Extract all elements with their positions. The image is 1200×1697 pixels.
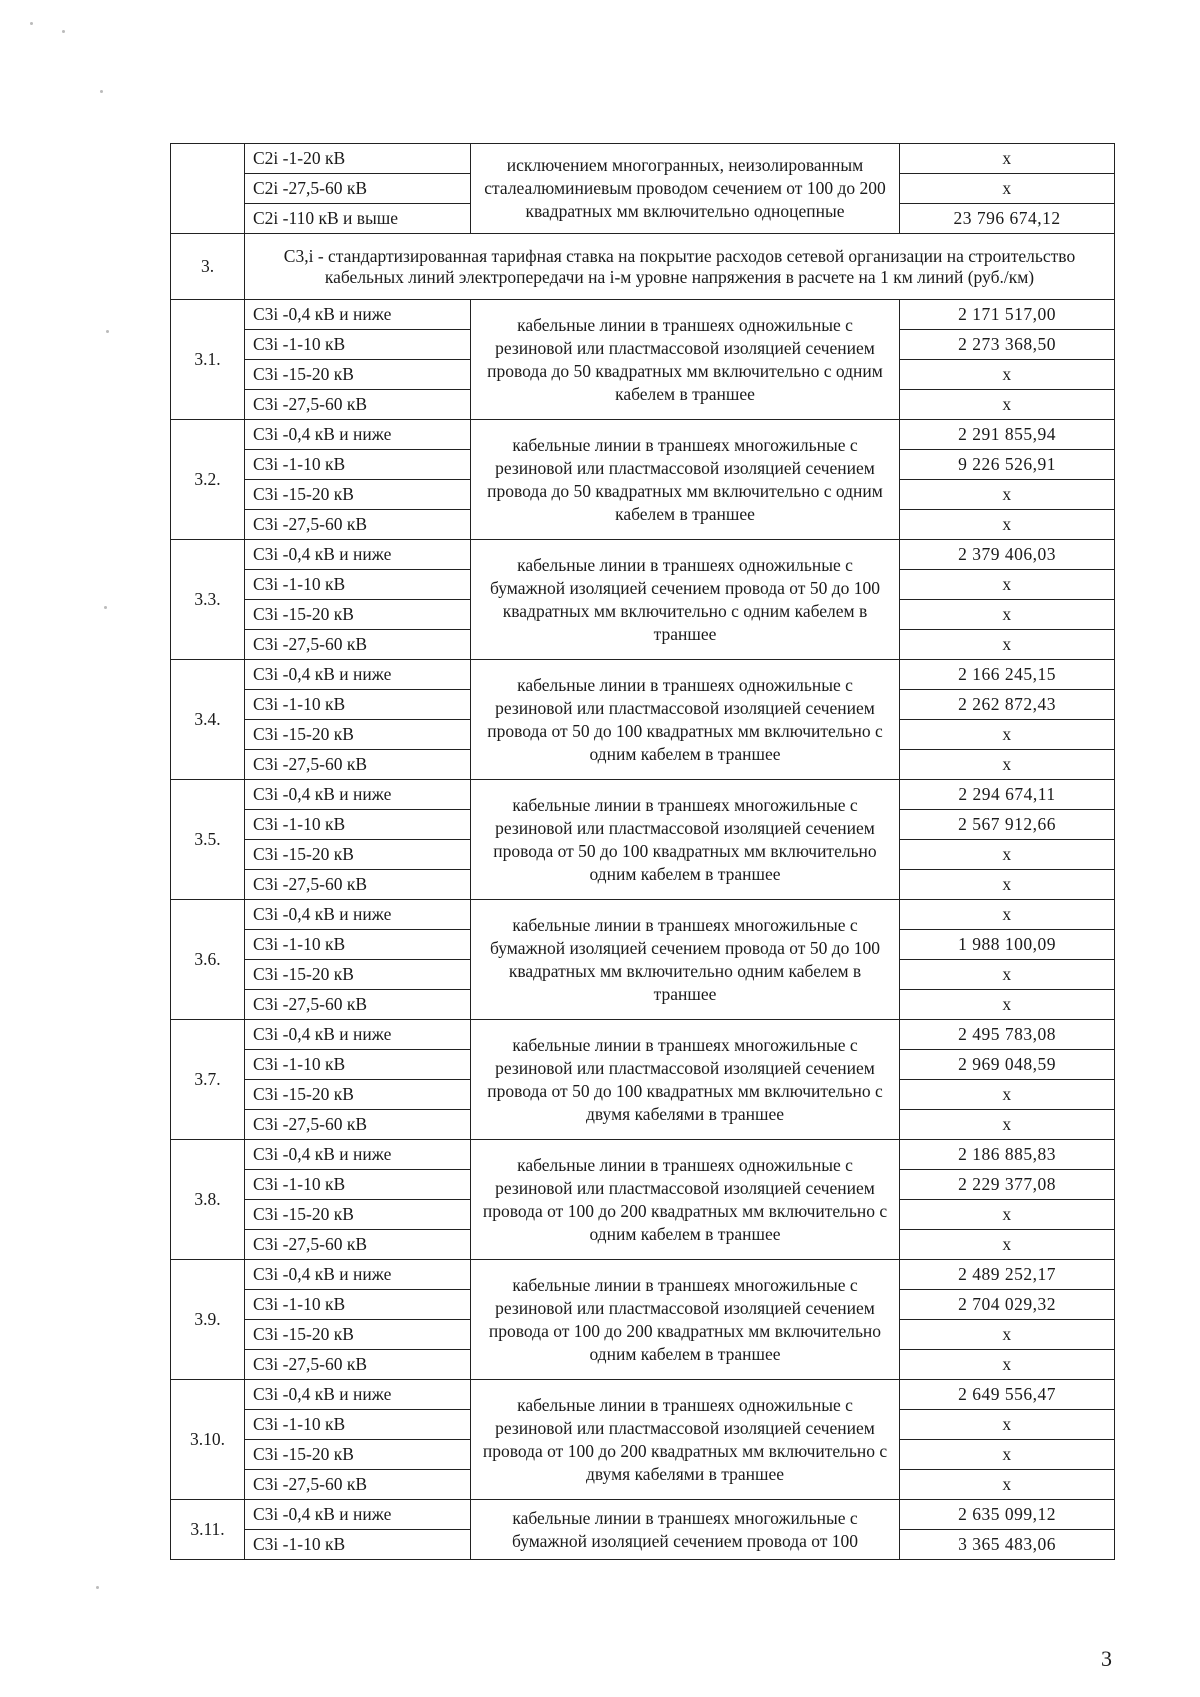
section-header-row [171,234,1115,300]
description-cell: кабельные линии в траншеях многожильные с резиновой или пластмассовой изоляцией сечением провода от 50 до 100 квадратных мм включительно с двумя кабелями в траншее [471,1020,900,1140]
group-number-cell: 3.7. [171,1020,245,1140]
voltage-level-cell: С3i -15-20 кВ [245,720,471,750]
value-cell: x [900,144,1115,174]
value-cell: 2 229 377,08 [900,1170,1115,1200]
group-number-cell: 3.4. [171,660,245,780]
value-cell: x [900,390,1115,420]
table-row [171,300,1115,330]
voltage-level-cell: С3i -27,5-60 кВ [245,1350,471,1380]
table-row [171,1020,1115,1050]
group-number-cell: 3.9. [171,1260,245,1380]
group-number-cell [171,144,245,234]
value-cell: 9 226 526,91 [900,450,1115,480]
value-cell: 2 262 872,43 [900,690,1115,720]
voltage-level-cell: С3i -0,4 кВ и ниже [245,1380,471,1410]
voltage-level-cell: С3i -27,5-60 кВ [245,870,471,900]
voltage-level-cell: С3i -1-10 кВ [245,1170,471,1200]
value-cell: 23 796 674,12 [900,204,1115,234]
value-cell: 2 166 245,15 [900,660,1115,690]
voltage-level-cell: С3i -27,5-60 кВ [245,990,471,1020]
value-cell: x [900,480,1115,510]
table-row [171,660,1115,690]
voltage-level-cell: С3i -1-10 кВ [245,930,471,960]
description-cell: кабельные линии в траншеях одножильные с резиновой или пластмассовой изоляцией сечением провода от 50 до 100 квадратных мм включительно с одним кабелем в траншее [471,660,900,780]
value-cell: x [900,1110,1115,1140]
value-cell: x [900,870,1115,900]
value-cell: x [900,1320,1115,1350]
value-cell: x [900,1230,1115,1260]
value-cell: 2 567 912,66 [900,810,1115,840]
voltage-level-cell: С3i -0,4 кВ и ниже [245,1260,471,1290]
value-cell: 3 365 483,06 [900,1530,1115,1560]
value-cell: 2 294 674,11 [900,780,1115,810]
value-cell: 1 988 100,09 [900,930,1115,960]
value-cell: x [900,174,1115,204]
value-cell: x [900,750,1115,780]
value-cell: x [900,1410,1115,1440]
voltage-level-cell: С3i -1-10 кВ [245,1050,471,1080]
voltage-level-cell: С3i -27,5-60 кВ [245,630,471,660]
group-number-cell: 3.5. [171,780,245,900]
table-row [171,780,1115,810]
tariff-table [170,143,1115,1560]
value-cell: x [900,990,1115,1020]
voltage-level-cell: С3i -15-20 кВ [245,960,471,990]
voltage-level-cell: С3i -1-10 кВ [245,1290,471,1320]
description-cell: исключением многогранных, неизолированным сталеалюминиевым проводом сечением от 100 до 200 квадратных мм включительно одноцепные [471,144,900,234]
voltage-level-cell: С3i -27,5-60 кВ [245,390,471,420]
value-cell: x [900,1350,1115,1380]
value-cell: 2 635 099,12 [900,1500,1115,1530]
table-row [171,1140,1115,1170]
value-cell: x [900,960,1115,990]
voltage-level-cell: С3i -0,4 кВ и ниже [245,1500,471,1530]
voltage-level-cell: С3i -1-10 кВ [245,810,471,840]
voltage-level-cell: С3i -1-10 кВ [245,690,471,720]
value-cell: x [900,1080,1115,1110]
group-number-cell: 3.8. [171,1140,245,1260]
section-number: 3. [171,234,245,300]
group-number-cell: 3.3. [171,540,245,660]
value-cell: x [900,840,1115,870]
voltage-level-cell: С3i -15-20 кВ [245,480,471,510]
voltage-level-cell: С3i -15-20 кВ [245,1200,471,1230]
voltage-level-cell: С3i -27,5-60 кВ [245,750,471,780]
value-cell: 2 649 556,47 [900,1380,1115,1410]
description-cell: кабельные линии в траншеях многожильные с резиновой или пластмассовой изоляцией сечением провода от 100 до 200 квадратных мм включительно одним кабелем в траншее [471,1260,900,1380]
value-cell: 2 489 252,17 [900,1260,1115,1290]
voltage-level-cell: С3i -27,5-60 кВ [245,1470,471,1500]
voltage-level-cell: С3i -1-10 кВ [245,450,471,480]
table-row [171,1380,1115,1410]
value-cell: x [900,900,1115,930]
group-number-cell: 3.10. [171,1380,245,1500]
voltage-level-cell: С3i -0,4 кВ и ниже [245,660,471,690]
description-cell: кабельные линии в траншеях одножильные с бумажной изоляцией сечением провода от 50 до 100 квадратных мм включительно с одним кабелем в траншее [471,540,900,660]
table-row [171,900,1115,930]
voltage-level-cell: С2i -1-20 кВ [245,144,471,174]
value-cell: x [900,1440,1115,1470]
value-cell: 2 495 783,08 [900,1020,1115,1050]
value-cell: x [900,720,1115,750]
voltage-level-cell: С3i -0,4 кВ и ниже [245,1020,471,1050]
description-cell: кабельные линии в траншеях многожильные с бумажной изоляцией сечением провода от 50 до 100 квадратных мм включительно одним кабелем в траншее [471,900,900,1020]
value-cell: x [900,1200,1115,1230]
voltage-level-cell: С3i -0,4 кВ и ниже [245,540,471,570]
value-cell: x [900,1470,1115,1500]
voltage-level-cell: С3i -15-20 кВ [245,1440,471,1470]
group-number-cell: 3.2. [171,420,245,540]
description-cell: кабельные линии в траншеях многожильные с резиновой или пластмассовой изоляцией сечением провода до 50 квадратных мм включительно с одним кабелем в траншее [471,420,900,540]
value-cell: 2 186 885,83 [900,1140,1115,1170]
voltage-level-cell: С3i -0,4 кВ и ниже [245,420,471,450]
group-number-cell: 3.6. [171,900,245,1020]
description-cell: кабельные линии в траншеях одножильные с резиновой или пластмассовой изоляцией сечением провода от 100 до 200 квадратных мм включительно с двумя кабелями в траншее [471,1380,900,1500]
table-row [171,1260,1115,1290]
description-cell: кабельные линии в траншеях одножильные с резиновой или пластмассовой изоляцией сечением провода до 50 квадратных мм включительно с одним кабелем в траншее [471,300,900,420]
voltage-level-cell: С3i -1-10 кВ [245,1410,471,1440]
voltage-level-cell: С3i -27,5-60 кВ [245,1230,471,1260]
voltage-level-cell: С3i -27,5-60 кВ [245,510,471,540]
value-cell: x [900,510,1115,540]
value-cell: x [900,630,1115,660]
description-cell: кабельные линии в траншеях многожильные с бумажной изоляцией сечением провода от 100 [471,1500,900,1560]
group-number-cell: 3.11. [171,1500,245,1560]
voltage-level-cell: С3i -0,4 кВ и ниже [245,780,471,810]
table-row [171,420,1115,450]
table-row [171,540,1115,570]
voltage-level-cell: С3i -1-10 кВ [245,1530,471,1560]
voltage-level-cell: С3i -15-20 кВ [245,600,471,630]
voltage-level-cell: С3i -15-20 кВ [245,1080,471,1110]
tariff-table-body [171,144,1115,1560]
voltage-level-cell: С2i -110 кВ и выше [245,204,471,234]
table-row [171,1500,1115,1530]
value-cell: 2 379 406,03 [900,540,1115,570]
table-row [171,144,1115,174]
value-cell: x [900,360,1115,390]
voltage-level-cell: С3i -0,4 кВ и ниже [245,900,471,930]
group-number-cell: 3.1. [171,300,245,420]
voltage-level-cell: С3i -1-10 кВ [245,570,471,600]
description-cell: кабельные линии в траншеях многожильные с резиновой или пластмассовой изоляцией сечением провода от 50 до 100 квадратных мм включительно одним кабелем в траншее [471,780,900,900]
voltage-level-cell: С2i -27,5-60 кВ [245,174,471,204]
page-number: 3 [1101,1646,1112,1671]
description-cell: кабельные линии в траншеях одножильные с резиновой или пластмассовой изоляцией сечением провода от 100 до 200 квадратных мм включительно с одним кабелем в траншее [471,1140,900,1260]
voltage-level-cell: С3i -15-20 кВ [245,840,471,870]
value-cell: 2 969 048,59 [900,1050,1115,1080]
section-title: С3,i - стандартизированная тарифная ставка на покрытие расходов сетевой организации на строительство кабельных линий электропередачи на i-м уровне напряжения в расчете на 1 км линий (руб./км) [245,234,1115,300]
voltage-level-cell: С3i -0,4 кВ и ниже [245,300,471,330]
value-cell: 2 291 855,94 [900,420,1115,450]
voltage-level-cell: С3i -1-10 кВ [245,330,471,360]
voltage-level-cell: С3i -15-20 кВ [245,360,471,390]
value-cell: 2 704 029,32 [900,1290,1115,1320]
value-cell: 2 171 517,00 [900,300,1115,330]
value-cell: x [900,600,1115,630]
value-cell: x [900,570,1115,600]
voltage-level-cell: С3i -0,4 кВ и ниже [245,1140,471,1170]
voltage-level-cell: С3i -27,5-60 кВ [245,1110,471,1140]
value-cell: 2 273 368,50 [900,330,1115,360]
voltage-level-cell: С3i -15-20 кВ [245,1320,471,1350]
